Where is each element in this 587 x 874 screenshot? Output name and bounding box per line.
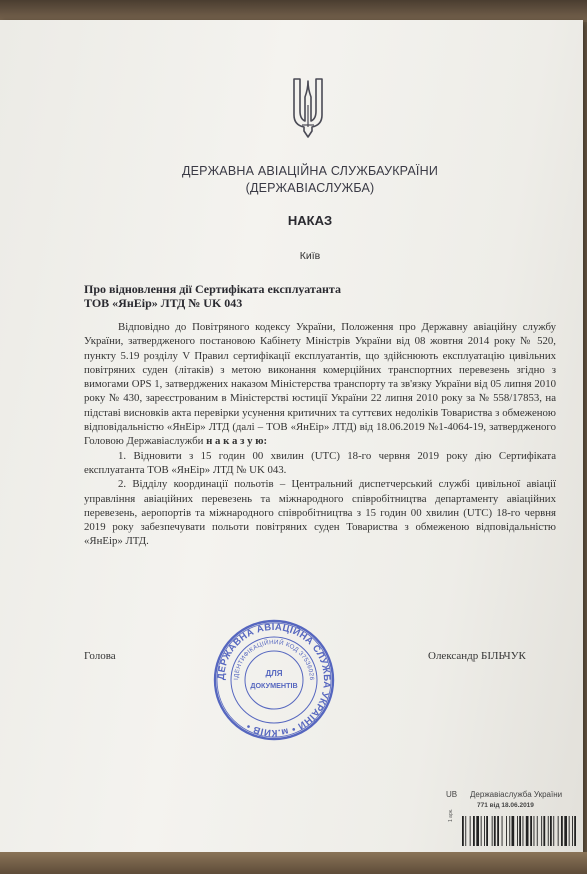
document-body <box>84 320 556 549</box>
barcode-bar <box>473 816 475 846</box>
barcode-bar <box>509 816 510 846</box>
desk-background-top <box>0 0 587 22</box>
coat-of-arms-icon <box>290 75 326 141</box>
registration-mark: UB <box>446 790 458 799</box>
stamp-outer-text: ДЕРЖАВНА АВІАЦІЙНА СЛУЖБА УКРАЇНИ • м.КИЇВ • <box>215 621 333 739</box>
barcode-bar <box>519 816 521 846</box>
agency-header <box>120 163 500 197</box>
stamp-center-line-2: ДОКУМЕНТІВ <box>250 681 298 690</box>
barcode-bar <box>494 816 496 846</box>
barcode-bar <box>470 816 471 846</box>
barcode-bar <box>537 816 538 846</box>
barcode-bar <box>548 816 549 846</box>
document-sheet <box>0 20 583 854</box>
order-item-2: 2. Відділу координації польотів – Центральний диспетчерський службі цивільної авіації управління авіаційних перевезень та міжнародного співробітництва департаменту авіаційних перевезень, аеропортів та міжнародного співробітництва з 15 годин 00 хвилин (UTC) 18-го червня 2019 року забезпечувати польоти повітряних суден Товариства з обмеженою відповідальністю «ЯнЕір» ЛТД. <box>84 478 556 548</box>
barcode-bar <box>502 816 503 846</box>
barcode-bar <box>550 816 552 846</box>
barcode-bar <box>564 816 567 846</box>
barcode <box>462 816 580 846</box>
document-city: Київ <box>299 250 321 262</box>
barcode-bar <box>486 816 488 846</box>
subject-line-2: ТОВ «ЯнЕір» ЛТД № UK 043 <box>84 296 243 310</box>
barcode-side-label: 1 арк. <box>448 808 454 822</box>
barcode-bar <box>523 816 524 846</box>
barcode-bar <box>492 816 493 846</box>
barcode-bar <box>497 816 499 846</box>
barcode-bar <box>481 816 482 846</box>
agency-short-name: (ДЕРЖАВІАСЛУЖБА) <box>245 181 375 195</box>
registration-office: Державіаслужба України <box>470 790 563 799</box>
registration-number: 771 від 18.06.2019 <box>477 802 534 809</box>
barcode-bar <box>553 816 554 846</box>
preamble-text: Відповідно до Повітряного кодексу України, Положення про Державну авіаційну службу України, затвердженого постановою Кабінету Міністрів України від 08 жовтня 2014 року № 520, пункту 5.19 розділу V Правил сертифікації експлуатантів, що здійснюють експлуатацію цивільних повітряних суден (літаків) з метою виконання комерційних транспортних перевезень згідно з вимогами OPS 1, затверджених наказом Міністерства транспорту та зв'язку України від 05 липня 2010 року № 430, зареєстрованим в Міністерстві юстиції України 22 липня 2010 року за № 558/17853, на підставі висновків акта перевірки усунення критичних та суттєвих недоліків Товариства з обмеженою відповідальністю «ЯнЕір» ЛТД (далі – ТОВ «ЯнЕір» ЛТД) від 18.06.2019 №1-4064-19, затвердженого Головою Державіаслужби <box>84 321 556 448</box>
barcode-bar <box>558 816 559 846</box>
stamp-inner-text: ІДЕНТИФІКАЦІЙНИЙ КОД 37536026 <box>232 638 316 681</box>
barcode-bar <box>517 816 518 846</box>
barcode-bar <box>572 816 573 846</box>
document-type: НАКАЗ <box>287 213 333 228</box>
barcode-bar <box>476 816 479 846</box>
barcode-bar <box>484 816 485 846</box>
barcode-bar <box>530 816 532 846</box>
barcode-bar <box>506 816 507 846</box>
barcode-bar <box>561 816 563 846</box>
preamble-paragraph <box>84 320 556 449</box>
barcode-bar <box>574 816 576 846</box>
order-item-1: 1. Відновити з 15 годин 00 хвилин (UTC) 18-го червня 2019 року дію Сертифіката експлуатанта ТОВ «ЯнЕір» ЛТД № UK 043. <box>84 449 556 476</box>
subject-line-1: Про відновлення дії Сертифіката експлуатанта <box>84 282 341 296</box>
barcode-bar <box>541 816 542 846</box>
signer-title: Голова <box>84 650 116 662</box>
barcode-bar <box>534 816 535 846</box>
barcode-bar <box>569 816 570 846</box>
desk-background-bottom <box>0 852 587 874</box>
agency-name: ДЕРЖАВНА АВІАЦІЙНА СЛУЖБАУКРАЇНИ <box>181 164 439 178</box>
order-word: н а к а з у ю: <box>206 435 268 448</box>
barcode-bar <box>465 816 466 846</box>
official-seal-stamp <box>212 618 336 742</box>
barcode-bar <box>543 816 545 846</box>
barcode-bar <box>462 816 464 846</box>
barcode-bar <box>526 816 529 846</box>
registration-block <box>446 790 581 809</box>
document-subject <box>84 282 424 310</box>
signer-name: Олександр БІЛЬЧУК <box>428 650 526 662</box>
stamp-center-line-1: ДЛЯ <box>265 669 283 678</box>
barcode-bar <box>512 816 515 846</box>
